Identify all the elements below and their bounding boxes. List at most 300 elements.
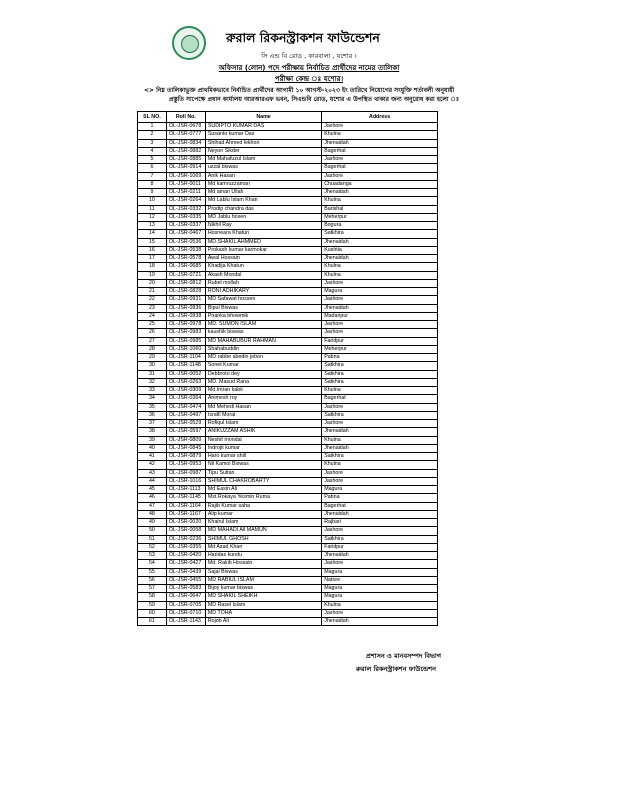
cell-name: MD MAHADI All MAMUN — [205, 527, 321, 535]
cell-address: Satkhira — [322, 453, 438, 461]
cell-sl: 1 — [138, 123, 167, 131]
cell-name: SUDIPTO KUMAR DAS — [205, 123, 321, 131]
cell-sl: 33 — [138, 387, 167, 395]
cell-address: Jashore — [322, 477, 438, 485]
cell-roll: OL-JSR-0710 — [166, 609, 205, 617]
table-header-row — [138, 112, 438, 123]
cell-address: Chuadanga — [322, 180, 438, 188]
table-row — [138, 527, 438, 535]
table-row — [138, 321, 438, 329]
table-row — [138, 543, 438, 551]
table-row — [138, 618, 438, 626]
cell-sl: 6 — [138, 164, 167, 172]
cell-name: Md Mehedi Hasan — [205, 403, 321, 411]
cell-address: Jashore — [322, 469, 438, 477]
cell-sl: 50 — [138, 527, 167, 535]
table-row — [138, 519, 438, 527]
column-header-sl: SL NO. — [138, 112, 167, 123]
cell-address: Magura — [322, 486, 438, 494]
cell-name: Md Asad Khan — [205, 543, 321, 551]
cell-roll: OL-JSR-0809 — [166, 436, 205, 444]
table-row — [138, 502, 438, 510]
cell-name: Debbroto dey — [205, 370, 321, 378]
table-row — [138, 337, 438, 345]
cell-name: MD rabbe abedin jebon — [205, 354, 321, 362]
cell-address: Jashore — [322, 420, 438, 428]
cell-name: Anik Hasan — [205, 172, 321, 180]
cell-sl: 57 — [138, 585, 167, 593]
cell-address: Meherpur — [322, 345, 438, 353]
cell-roll: OL-JSR-0914 — [166, 164, 205, 172]
cell-sl: 42 — [138, 461, 167, 469]
cell-roll: OL-JSR-0020 — [166, 519, 205, 527]
cell-name: Haro kumar shill — [205, 453, 321, 461]
cell-roll: OL-JSR-0309 — [166, 387, 205, 395]
table-row — [138, 585, 438, 593]
cell-roll: OL-JSR-1164 — [166, 502, 205, 510]
table-row — [138, 139, 438, 147]
organization-name: রুরাল রিকনস্ট্রাকশন ফাউন্ডেশন — [226, 30, 380, 45]
cell-roll: OL-JSR-0583 — [166, 585, 205, 593]
cell-sl: 38 — [138, 428, 167, 436]
table-row — [138, 304, 438, 312]
cell-name: Tipu Sultan — [205, 469, 321, 477]
table-row — [138, 271, 438, 279]
column-header-name: Name — [205, 112, 321, 123]
cell-name: MD.SHAKIL AHMMED — [205, 238, 321, 246]
cell-sl: 29 — [138, 354, 167, 362]
cell-address: Satkhira — [322, 535, 438, 543]
cell-address: Jhenaidah — [322, 304, 438, 312]
table-row — [138, 230, 438, 238]
cell-roll: OL-JSR-0263 — [166, 378, 205, 386]
cell-name: MD SHAKIL SHEIKH — [205, 593, 321, 601]
cell-address: Khulna — [322, 271, 438, 279]
table-row — [138, 354, 438, 362]
cell-name: Sajal Biswas — [205, 568, 321, 576]
cell-sl: 52 — [138, 543, 167, 551]
footer-organization: রুরাল রিকনস্ট্রাকশন ফাউন্ডেশন — [356, 665, 436, 673]
cell-address: Jhenaidah — [322, 238, 438, 246]
cell-address: Jashore — [322, 123, 438, 131]
cell-sl: 11 — [138, 205, 167, 213]
cell-name: RONI ADHIKARY — [205, 288, 321, 296]
cell-sl: 10 — [138, 197, 167, 205]
cell-roll: OL-JSR-0052 — [166, 370, 205, 378]
cell-sl: 47 — [138, 502, 167, 510]
cell-sl: 55 — [138, 568, 167, 576]
cell-roll: OL-JSR-0497 — [166, 411, 205, 419]
note-line-2: প্রস্তুতি সাপেক্ষে প্রধান কার্যালয় আরআরএফ ভবন, সিএন্ডবি রোড, যশোর এ উপস্থিত থাকার জন্য অনুরোধ করা হলো ঃ — [168, 95, 460, 103]
column-header-roll: Roll No. — [166, 112, 205, 123]
cell-sl: 41 — [138, 453, 167, 461]
organization-address: সি এন্ড বি রোড , কারবালা , যশোর । — [261, 52, 357, 60]
cell-address: Meherpur — [322, 213, 438, 221]
cell-sl: 44 — [138, 477, 167, 485]
notice-title-text: অফিসার (লোন) পদে পরীক্ষায় নির্বাচিত প্রার্থীদের নামের তালিকা — [218, 64, 400, 72]
cell-address: Faridpur — [322, 543, 438, 551]
cell-sl: 8 — [138, 180, 167, 188]
cell-roll: OL-JSR-0335 — [166, 213, 205, 221]
candidate-table — [137, 111, 438, 626]
cell-name: Rubel mollah — [205, 279, 321, 287]
cell-roll: OL-JSR-0953 — [166, 461, 205, 469]
table-row — [138, 205, 438, 213]
table-row — [138, 312, 438, 320]
cell-address: Magura — [322, 568, 438, 576]
table-row — [138, 510, 438, 518]
cell-roll: OL-JSR-0538 — [166, 246, 205, 254]
table-row — [138, 362, 438, 370]
table-row — [138, 279, 438, 287]
cell-roll: OL-JSR-0987 — [166, 469, 205, 477]
cell-roll: OL-JSR-0427 — [166, 560, 205, 568]
cell-address: Magura — [322, 585, 438, 593]
cell-roll: OL-JSR-0597 — [166, 428, 205, 436]
cell-roll: OL-JSR-1113 — [166, 486, 205, 494]
cell-address: Jhenaidah — [322, 618, 438, 626]
cell-name: MD Jablu hosen — [205, 213, 321, 221]
cell-roll: OL-JSR-1143 — [166, 618, 205, 626]
cell-address: Bogura — [322, 222, 438, 230]
cell-sl: 26 — [138, 329, 167, 337]
cell-name: Bijoy kumar biswas — [205, 585, 321, 593]
cell-address: Jhenaidah — [322, 139, 438, 147]
cell-name: Prianka bhowmik — [205, 312, 321, 320]
cell-roll: OL-JSR-0211 — [166, 189, 205, 197]
cell-roll: OL-JSR-0882 — [166, 147, 205, 155]
instruction-note — [144, 87, 484, 104]
table-row — [138, 131, 438, 139]
cell-name: Md Easin Ali — [205, 486, 321, 494]
cell-name: kaushik biswas — [205, 329, 321, 337]
cell-roll: OL-JSR-0885 — [166, 156, 205, 164]
cell-roll: OL-JSR-0678 — [166, 123, 205, 131]
cell-roll: OL-JSR-0536 — [166, 238, 205, 246]
cell-name: Md aman Ullah — [205, 189, 321, 197]
table-row — [138, 189, 438, 197]
table-row — [138, 238, 438, 246]
cell-address: Jhenaidah — [322, 428, 438, 436]
table-row — [138, 601, 438, 609]
table-row — [138, 535, 438, 543]
table-row — [138, 411, 438, 419]
cell-name: Prodip chandra das — [205, 205, 321, 213]
cell-name: Neshit mondal — [205, 436, 321, 444]
cell-roll: OL-JSR-0812 — [166, 279, 205, 287]
cell-address: Magura — [322, 593, 438, 601]
cell-sl: 53 — [138, 552, 167, 560]
cell-sl: 17 — [138, 255, 167, 263]
cell-sl: 21 — [138, 288, 167, 296]
cell-roll: OL-JSR-1104 — [166, 354, 205, 362]
cell-sl: 7 — [138, 172, 167, 180]
cell-sl: 43 — [138, 469, 167, 477]
cell-name: Khadija Khatun — [205, 263, 321, 271]
cell-sl: 51 — [138, 535, 167, 543]
cell-sl: 59 — [138, 601, 167, 609]
cell-sl: 13 — [138, 222, 167, 230]
table-row — [138, 296, 438, 304]
cell-address: Barishal — [322, 205, 438, 213]
column-header-address: Address — [322, 112, 438, 123]
cell-address: Khulna — [322, 387, 438, 395]
cell-name: Haridas kundu — [205, 552, 321, 560]
cell-roll: OL-JSR-0777 — [166, 131, 205, 139]
cell-name: Mst.Rokaya Yesmin Ruma — [205, 494, 321, 502]
cell-roll: OL-JSR-0264 — [166, 197, 205, 205]
table-row — [138, 428, 438, 436]
cell-address: Jashore — [322, 279, 438, 287]
cell-sl: 24 — [138, 312, 167, 320]
cell-address: Pabna — [322, 354, 438, 362]
cell-name: Md Lablu Islam Khan — [205, 197, 321, 205]
cell-name: Rofiqul Islam — [205, 420, 321, 428]
table-row — [138, 255, 438, 263]
cell-sl: 22 — [138, 296, 167, 304]
cell-sl: 9 — [138, 189, 167, 197]
cell-name: Md kamruzzaman — [205, 180, 321, 188]
table-row — [138, 172, 438, 180]
cell-roll: OL-JSR-0578 — [166, 255, 205, 263]
cell-name: Rajib Kumar saha — [205, 502, 321, 510]
cell-sl: 14 — [138, 230, 167, 238]
cell-address: Satkhira — [322, 411, 438, 419]
table-row — [138, 477, 438, 485]
cell-name: Neyon Sikder — [205, 147, 321, 155]
footer-department: প্রশাসন ও মানবসম্পদ বিভাগ — [366, 652, 442, 660]
cell-sl: 32 — [138, 378, 167, 386]
cell-address: Khulna — [322, 131, 438, 139]
cell-sl: 60 — [138, 609, 167, 617]
cell-sl: 2 — [138, 131, 167, 139]
cell-name: MD MAHABUBUR RAHMAN — [205, 337, 321, 345]
cell-name: ANIKUZZAM ASHIK — [205, 428, 321, 436]
cell-name: Prokash kumar karmokar — [205, 246, 321, 254]
cell-roll: OL-JSR-0236 — [166, 535, 205, 543]
cell-name: Nikhil Ray — [205, 222, 321, 230]
cell-name: Rojob Ali — [205, 618, 321, 626]
cell-sl: 16 — [138, 246, 167, 254]
cell-address: Jashore — [322, 321, 438, 329]
cell-address: Khulna — [322, 436, 438, 444]
cell-address: Jashore — [322, 527, 438, 535]
cell-name: SHIMUL CHAKROBARTY — [205, 477, 321, 485]
cell-name: Md.Imran kabir — [205, 387, 321, 395]
cell-sl: 58 — [138, 593, 167, 601]
table-row — [138, 403, 438, 411]
cell-roll: OL-JSR-0685 — [166, 263, 205, 271]
cell-name: Hosneara Khatun — [205, 230, 321, 238]
cell-sl: 45 — [138, 486, 167, 494]
table-row — [138, 560, 438, 568]
cell-roll: OL-JSR-0978 — [166, 321, 205, 329]
cell-address: Jhenaidah — [322, 189, 438, 197]
cell-name: MD. SUMON ISLAM — [205, 321, 321, 329]
cell-name: Awal Hossain — [205, 255, 321, 263]
cell-roll: OL-JSR-0420 — [166, 552, 205, 560]
cell-sl: 56 — [138, 576, 167, 584]
table-row — [138, 436, 438, 444]
cell-address: Madaripur — [322, 312, 438, 320]
cell-sl: 5 — [138, 156, 167, 164]
cell-sl: 49 — [138, 519, 167, 527]
cell-name: Akash Mondal — [205, 271, 321, 279]
table-row — [138, 213, 438, 221]
cell-address: Bagerhat — [322, 395, 438, 403]
cell-sl: 3 — [138, 139, 167, 147]
cell-address: Khulna — [322, 263, 438, 271]
cell-sl: 12 — [138, 213, 167, 221]
cell-roll: OL-JSR-0705 — [166, 601, 205, 609]
table-row — [138, 345, 438, 353]
table-row — [138, 593, 438, 601]
cell-address: Satkhira — [322, 378, 438, 386]
cell-address: Satkhira — [322, 362, 438, 370]
table-row — [138, 469, 438, 477]
exam-center-text: পরীক্ষা কেন্দ্র ঃ যশোর। — [274, 75, 344, 83]
cell-roll: OL-JSR-0879 — [166, 453, 205, 461]
cell-sl: 15 — [138, 238, 167, 246]
cell-roll: OL-JSR-0364 — [166, 395, 205, 403]
cell-roll: OL-JSR-1148 — [166, 362, 205, 370]
table-row — [138, 197, 438, 205]
cell-address: Jashore — [322, 560, 438, 568]
cell-sl: 39 — [138, 436, 167, 444]
cell-roll: OL-JSR-0337 — [166, 222, 205, 230]
cell-sl: 28 — [138, 345, 167, 353]
cell-address: Jashore — [322, 403, 438, 411]
cell-roll: OL-JSR-0931 — [166, 296, 205, 304]
cell-sl: 35 — [138, 403, 167, 411]
cell-name: MD Rasel Islam — [205, 601, 321, 609]
cell-address: Jhenaidah — [322, 255, 438, 263]
cell-roll: OL-JSR-0474 — [166, 403, 205, 411]
cell-address: Jhenaidah — [322, 552, 438, 560]
table-row — [138, 486, 438, 494]
cell-address: Jashore — [322, 156, 438, 164]
cell-address: Bagerhat — [322, 502, 438, 510]
cell-name: Khairul Islam — [205, 519, 321, 527]
cell-address: Khulna — [322, 197, 438, 205]
note-line-1: <> নিম্ন তালিকাভুক্ত প্রাথমিকভাবে নির্বাচিত প্রার্থীদের আগামী ১০ আগস্ট-২০২৩ ইং তারিখে নিয়োগের সংযুক্তি শর্তাবলী অনুযায়ী — [144, 87, 455, 94]
table-row — [138, 164, 438, 172]
cell-address: Bagerhat — [322, 164, 438, 172]
cell-address: Khulna — [322, 601, 438, 609]
cell-roll: OL-JSR-0455 — [166, 576, 205, 584]
cell-roll: OL-JSR-0721 — [166, 271, 205, 279]
cell-roll: OL-JSR-0828 — [166, 288, 205, 296]
cell-name: MD. Masud Rana — [205, 378, 321, 386]
table-row — [138, 180, 438, 188]
cell-sl: 61 — [138, 618, 167, 626]
cell-name: MD RABIUL ISLAM — [205, 576, 321, 584]
table-row — [138, 453, 438, 461]
cell-sl: 23 — [138, 304, 167, 312]
cell-roll: OL-JSR-0647 — [166, 593, 205, 601]
table-row — [138, 378, 438, 386]
cell-name: Bipul Biswas — [205, 304, 321, 312]
table-row — [138, 568, 438, 576]
cell-roll: OL-JSR-0529 — [166, 420, 205, 428]
cell-sl: 19 — [138, 271, 167, 279]
cell-roll: OL-JSR-0058 — [166, 527, 205, 535]
table-row — [138, 387, 438, 395]
cell-sl: 37 — [138, 420, 167, 428]
cell-roll: OL-JSR-0936 — [166, 304, 205, 312]
cell-roll: OL-JSR-0938 — [166, 312, 205, 320]
cell-sl: 27 — [138, 337, 167, 345]
table-row — [138, 222, 438, 230]
cell-name: uzzal biswas — [205, 164, 321, 172]
cell-sl: 46 — [138, 494, 167, 502]
cell-address: Kushtia — [322, 246, 438, 254]
table-row — [138, 494, 438, 502]
cell-sl: 40 — [138, 444, 167, 452]
cell-roll: OL-JSR-1167 — [166, 510, 205, 518]
cell-sl: 4 — [138, 147, 167, 155]
cell-roll: OL-JSR-0983 — [166, 329, 205, 337]
cell-name: MD TOHA — [205, 609, 321, 617]
table-row — [138, 123, 438, 131]
cell-roll: OL-JSR-0985 — [166, 337, 205, 345]
cell-name: SHIMUL GHOSH — [205, 535, 321, 543]
cell-name: Israfil Moral — [205, 411, 321, 419]
cell-name: MD Safawat hossen — [205, 296, 321, 304]
cell-roll: OL-JSR-1145 — [166, 494, 205, 502]
cell-roll: OL-JSR-0332 — [166, 205, 205, 213]
table-row — [138, 461, 438, 469]
table-row — [138, 246, 438, 254]
cell-sl: 30 — [138, 362, 167, 370]
cell-address: Jashore — [322, 296, 438, 304]
cell-roll: OL-JSR-0011 — [166, 180, 205, 188]
cell-address: Magura — [322, 288, 438, 296]
table-row — [138, 609, 438, 617]
table-row — [138, 156, 438, 164]
table-row — [138, 370, 438, 378]
table-row — [138, 576, 438, 584]
cell-name: Indrojit kumar — [205, 444, 321, 452]
cell-roll: OL-JSR-0355 — [166, 543, 205, 551]
cell-name: Shihad Ahmed lekhon — [205, 139, 321, 147]
cell-address: Satkhira — [322, 230, 438, 238]
cell-address: Faridpur — [322, 337, 438, 345]
table-row — [138, 263, 438, 271]
cell-address: Rajbari — [322, 519, 438, 527]
cell-address: Pabna — [322, 494, 438, 502]
cell-address: Jhenaidah — [322, 510, 438, 518]
cell-name: Alip kumar — [205, 510, 321, 518]
table-row — [138, 147, 438, 155]
cell-sl: 20 — [138, 279, 167, 287]
cell-name: Sonet Kumar — [205, 362, 321, 370]
cell-roll: OL-JSR-1016 — [166, 477, 205, 485]
cell-sl: 48 — [138, 510, 167, 518]
table-row — [138, 552, 438, 560]
cell-address: Jashore — [322, 172, 438, 180]
cell-sl: 18 — [138, 263, 167, 271]
table-row — [138, 329, 438, 337]
cell-address: Jhenaidah — [322, 444, 438, 452]
cell-name: Nil Kamol Biswas — [205, 461, 321, 469]
cell-name: Shahabuddin — [205, 345, 321, 353]
cell-roll: OL-JSR-0834 — [166, 139, 205, 147]
cell-address: Bagerhat — [322, 147, 438, 155]
cell-name: Animesh roy — [205, 395, 321, 403]
cell-address: Jashore — [322, 329, 438, 337]
cell-roll: OL-JSR-0439 — [166, 568, 205, 576]
